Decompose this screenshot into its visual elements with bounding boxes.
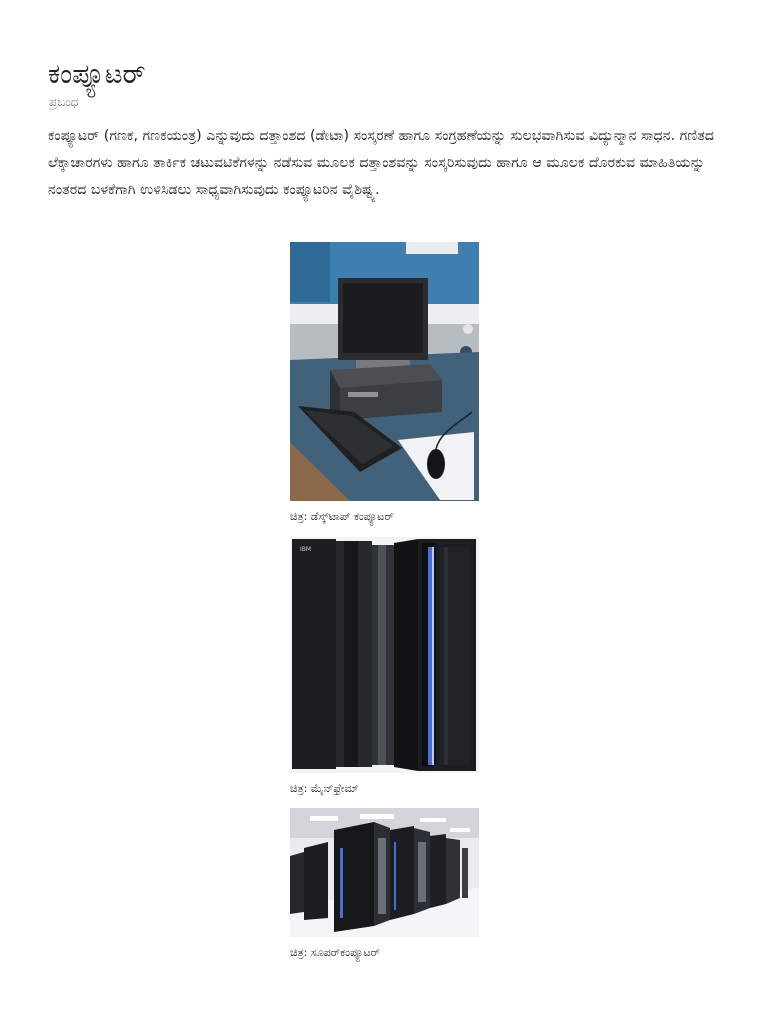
page-subtitle: ಪ್ರಬಂಧ [49,95,79,109]
lead-paragraph: ಕಂಪ್ಯೂಟರ್ (ಗಣಕ, ಗಣಕಯಂತ್ರ) ಎನ್ನುವುದು ದತ್ತಾಂಶದ (ಡೇಟಾ) ಸಂಸ್ಕರಣೆ ಹಾಗೂ ಸಂಗ್ರಹಣೆಯನ್ನು ಸುಲಭವಾಗಿಸುವ ವಿದ್ಯುನ್ಮಾನ ಸಾಧನ. ಗಣಿತದ ಲೆಕ್ಕಾಚಾರಗಳು ಹಾಗೂ ತಾರ್ಕಿಕ ಚಟುವಟಿಕೆಗಳನ್ನು ನಡೆಸುವ ಮೂಲಕ ದತ್ತಾಂಶವನ್ನು ಸಂಸ್ಕರಿಸುವುದು ಹಾಗೂ ಆ ಮೂಲಕ ದೊರಕುವ ಮಾಹಿತಿಯನ್ನು ನಂತರದ ಬಳಕೆಗಾಗಿ ಉಳಿಸಿಡಲು ಸಾಧ್ಯವಾಗಿಸುವುದು ಕಂಪ್ಯೂಟರಿನ ವೈಶಿಷ್ಟ್ಯ. [48,128,715,198]
figure-caption: ಚಿತ್ರ: ಸೂಪರ್‌ಕಂಪ್ಯೂಟರ್ [290,946,380,959]
figure-caption: ಚಿತ್ರ: ಡೆಸ್ಕ್‌ಟಾಪ್ ಕಂಪ್ಯೂಟರ್ [290,510,394,523]
desktop-computer-photo[interactable] [290,242,479,501]
page-title: ಕಂಪ್ಯೂಟರ್ [48,59,146,90]
ibm-logo: IBM [300,546,312,553]
figure-caption: ಚಿತ್ರ: ಮೈನ್‌ಫ್ರೇಮ್ [290,782,359,795]
mainframe-photo[interactable] [290,537,479,773]
figure-desktop [290,242,480,525]
supercomputer-photo[interactable] [290,808,479,937]
figure-mainframe [290,537,480,797]
figure-supercomputer [290,808,480,961]
